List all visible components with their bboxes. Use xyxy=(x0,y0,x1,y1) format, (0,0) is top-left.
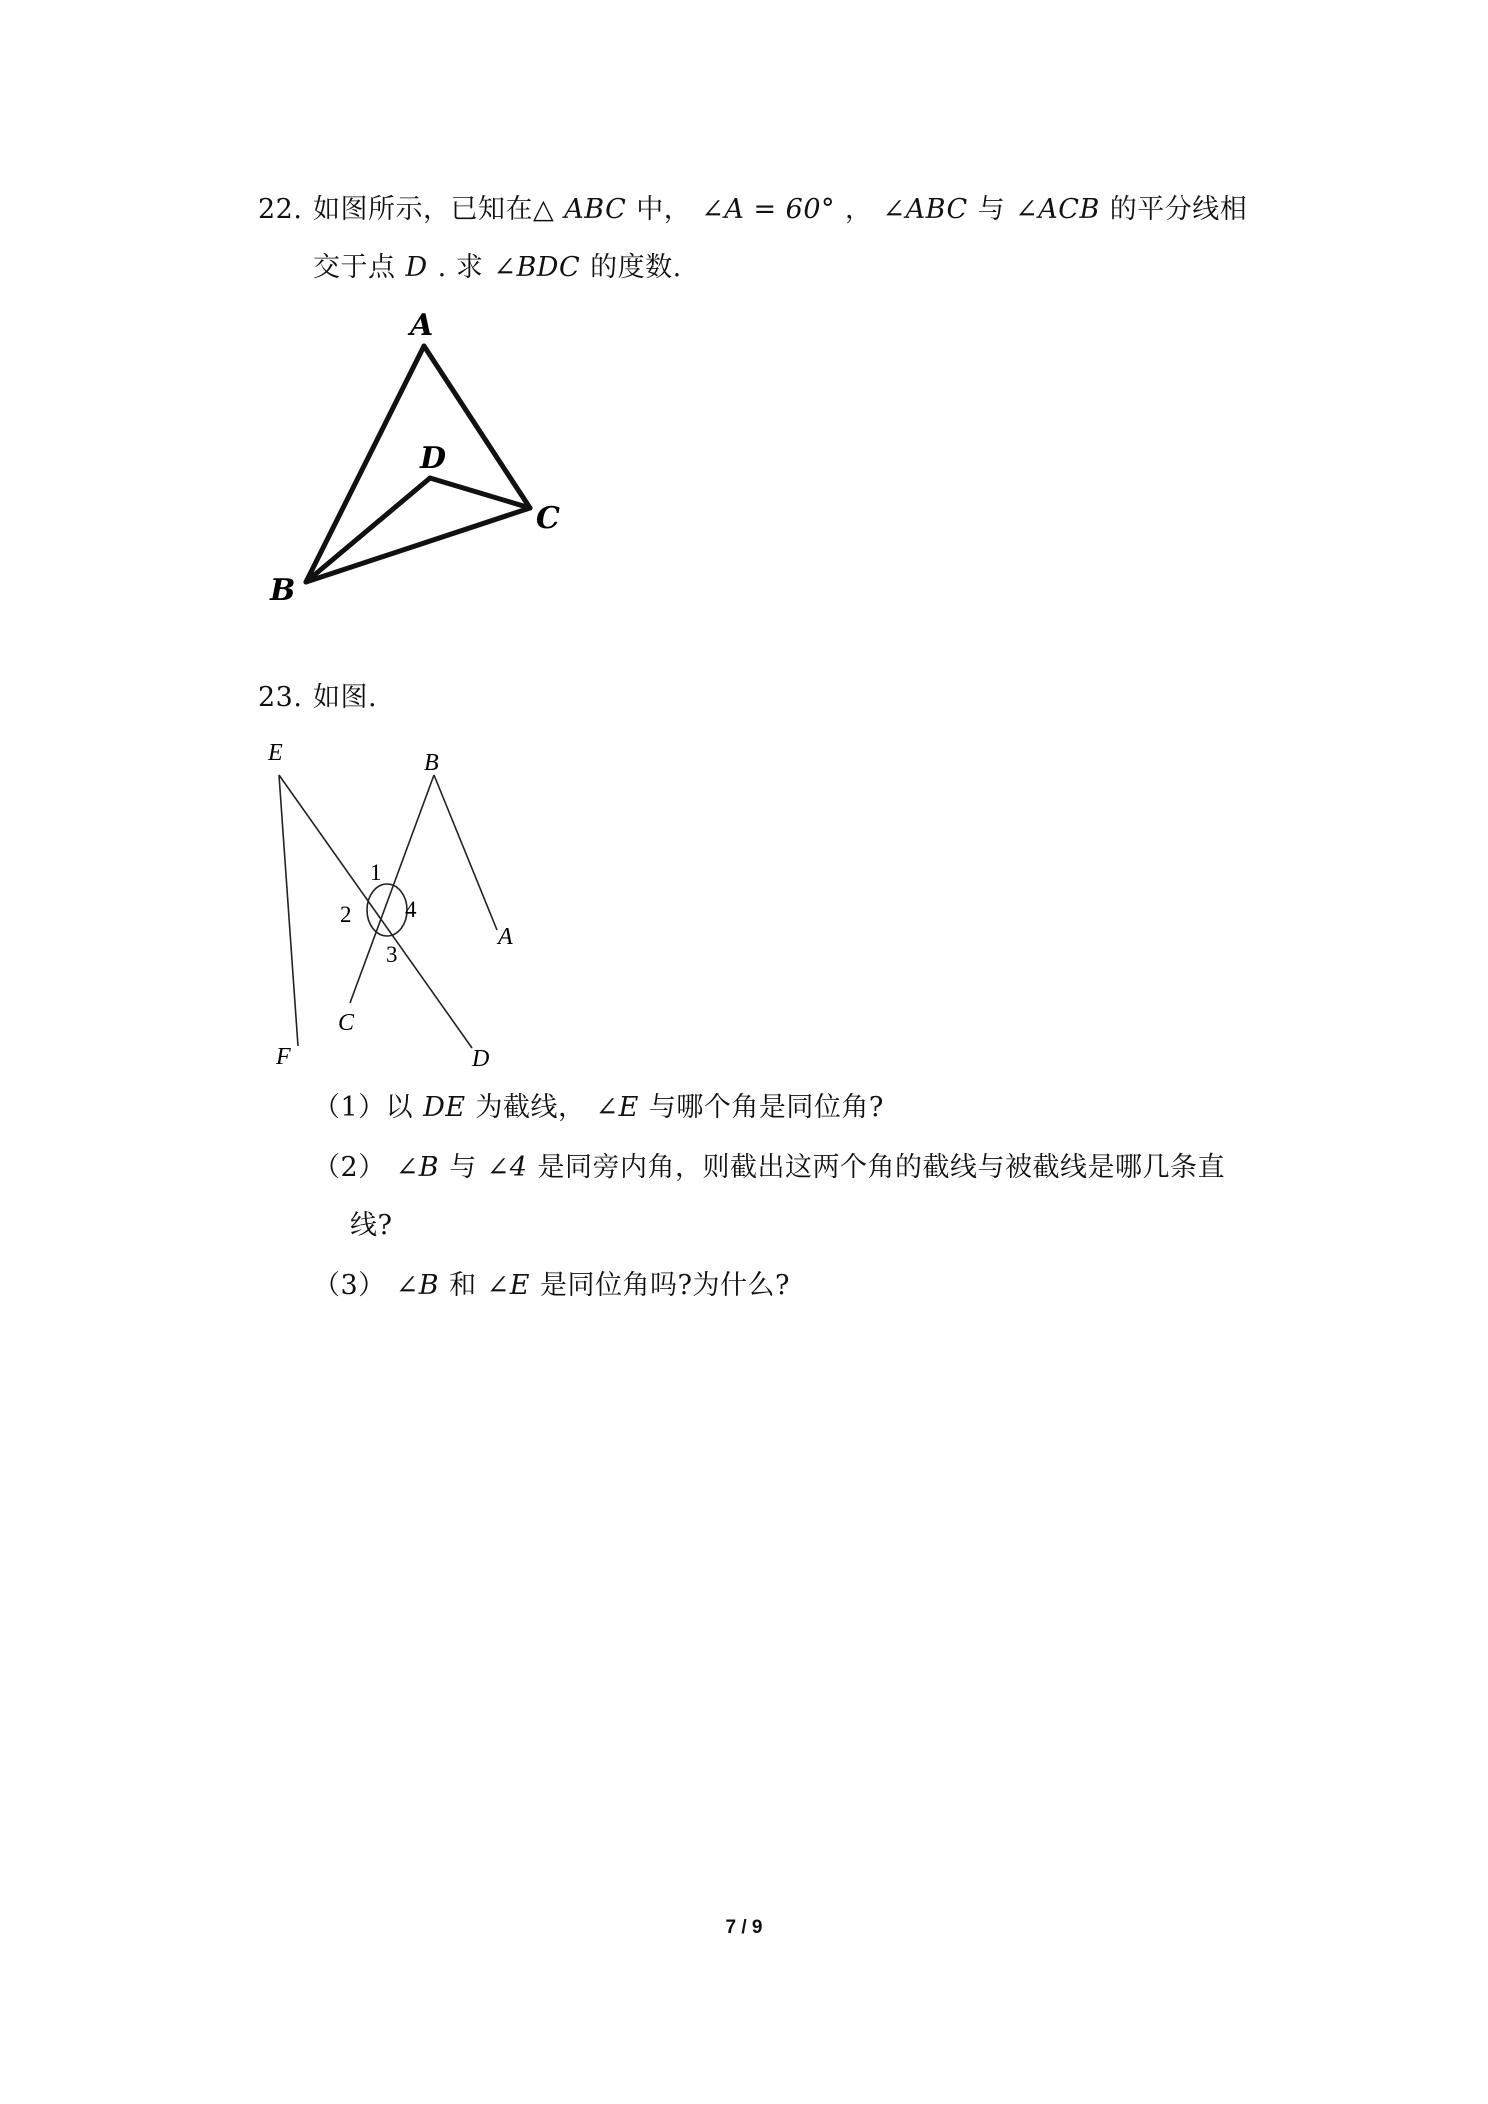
segment-bd xyxy=(306,478,430,582)
math-expression: ∠ABC xyxy=(882,194,968,225)
label-c: C xyxy=(338,1010,355,1036)
label-b: B xyxy=(424,750,439,776)
q23-part-1 xyxy=(313,1090,884,1126)
angle-3-label: 3 xyxy=(386,942,398,967)
label-d: D xyxy=(472,1046,490,1070)
text-segment: 中， xyxy=(636,194,692,225)
q23-number: 23. xyxy=(258,682,303,713)
math-expression: ABC xyxy=(564,194,627,225)
math-expression: ∠E xyxy=(595,1092,639,1123)
label-b: B xyxy=(270,573,296,608)
text-segment: 与 xyxy=(449,1152,477,1183)
q22-line1 xyxy=(313,192,1247,228)
text-segment: （1）以 xyxy=(313,1092,414,1123)
text-segment: . 求 xyxy=(437,252,484,283)
segment-ac xyxy=(424,346,530,508)
text-segment: （3） xyxy=(313,1270,386,1301)
label-f: F xyxy=(276,1044,291,1070)
text-segment: 交于点 xyxy=(313,252,396,283)
q23-part-2 xyxy=(313,1150,1225,1186)
math-expression: ∠ACB xyxy=(1015,194,1100,225)
text-segment: （2） xyxy=(313,1152,386,1183)
q23-part-2-cont xyxy=(350,1208,392,1244)
math-expression: ∠4 xyxy=(486,1152,528,1183)
text-segment: 与哪个角是同位角? xyxy=(648,1092,884,1123)
label-a: A xyxy=(410,308,434,343)
label-e: E xyxy=(268,740,283,766)
math-expression: D xyxy=(405,252,428,283)
text-segment: 是同旁内角，则截出这两个角的截线与被截线是哪几条直 xyxy=(537,1152,1225,1183)
q23-part-3 xyxy=(313,1268,790,1304)
q23-lines-figure xyxy=(262,730,542,1070)
text-segment: 的度数. xyxy=(590,252,682,283)
text-segment: 为截线， xyxy=(475,1092,586,1123)
text-segment: 和 xyxy=(449,1270,477,1301)
text-segment: △ xyxy=(533,194,555,225)
page-number: 7 / 9 xyxy=(725,1917,763,1938)
math-expression: DE xyxy=(423,1092,466,1123)
math-expression: ∠E xyxy=(486,1270,530,1301)
q23-title: 如图. xyxy=(313,682,378,713)
text-segment: ， xyxy=(845,194,873,225)
math-expression: ∠BDC xyxy=(493,252,581,283)
math-expression: ∠B xyxy=(395,1152,440,1183)
text-segment: 与 xyxy=(977,194,1006,225)
text-segment: 如图所示，已知在 xyxy=(313,194,533,225)
text-segment: 的平分线相 xyxy=(1109,194,1248,225)
q22-triangle-figure xyxy=(262,300,582,610)
segment-ba xyxy=(434,775,497,930)
text-segment: 是同位角吗?为什么? xyxy=(540,1270,790,1301)
angle-1-label: 1 xyxy=(370,860,382,885)
segment-ef xyxy=(279,775,298,1046)
angle-4-label: 4 xyxy=(405,897,417,922)
label-d: D xyxy=(420,441,447,476)
label-a: A xyxy=(498,924,513,950)
segment-ed xyxy=(279,775,472,1048)
math-expression: ∠B xyxy=(395,1270,440,1301)
angle-2-label: 2 xyxy=(340,902,352,927)
text-segment: 线? xyxy=(350,1210,393,1241)
label-c: C xyxy=(536,501,560,536)
q22-line2 xyxy=(313,250,682,286)
segment-bc xyxy=(350,775,434,1003)
math-expression: ∠A = 60° xyxy=(701,194,836,225)
q22-number: 22. xyxy=(258,194,303,225)
